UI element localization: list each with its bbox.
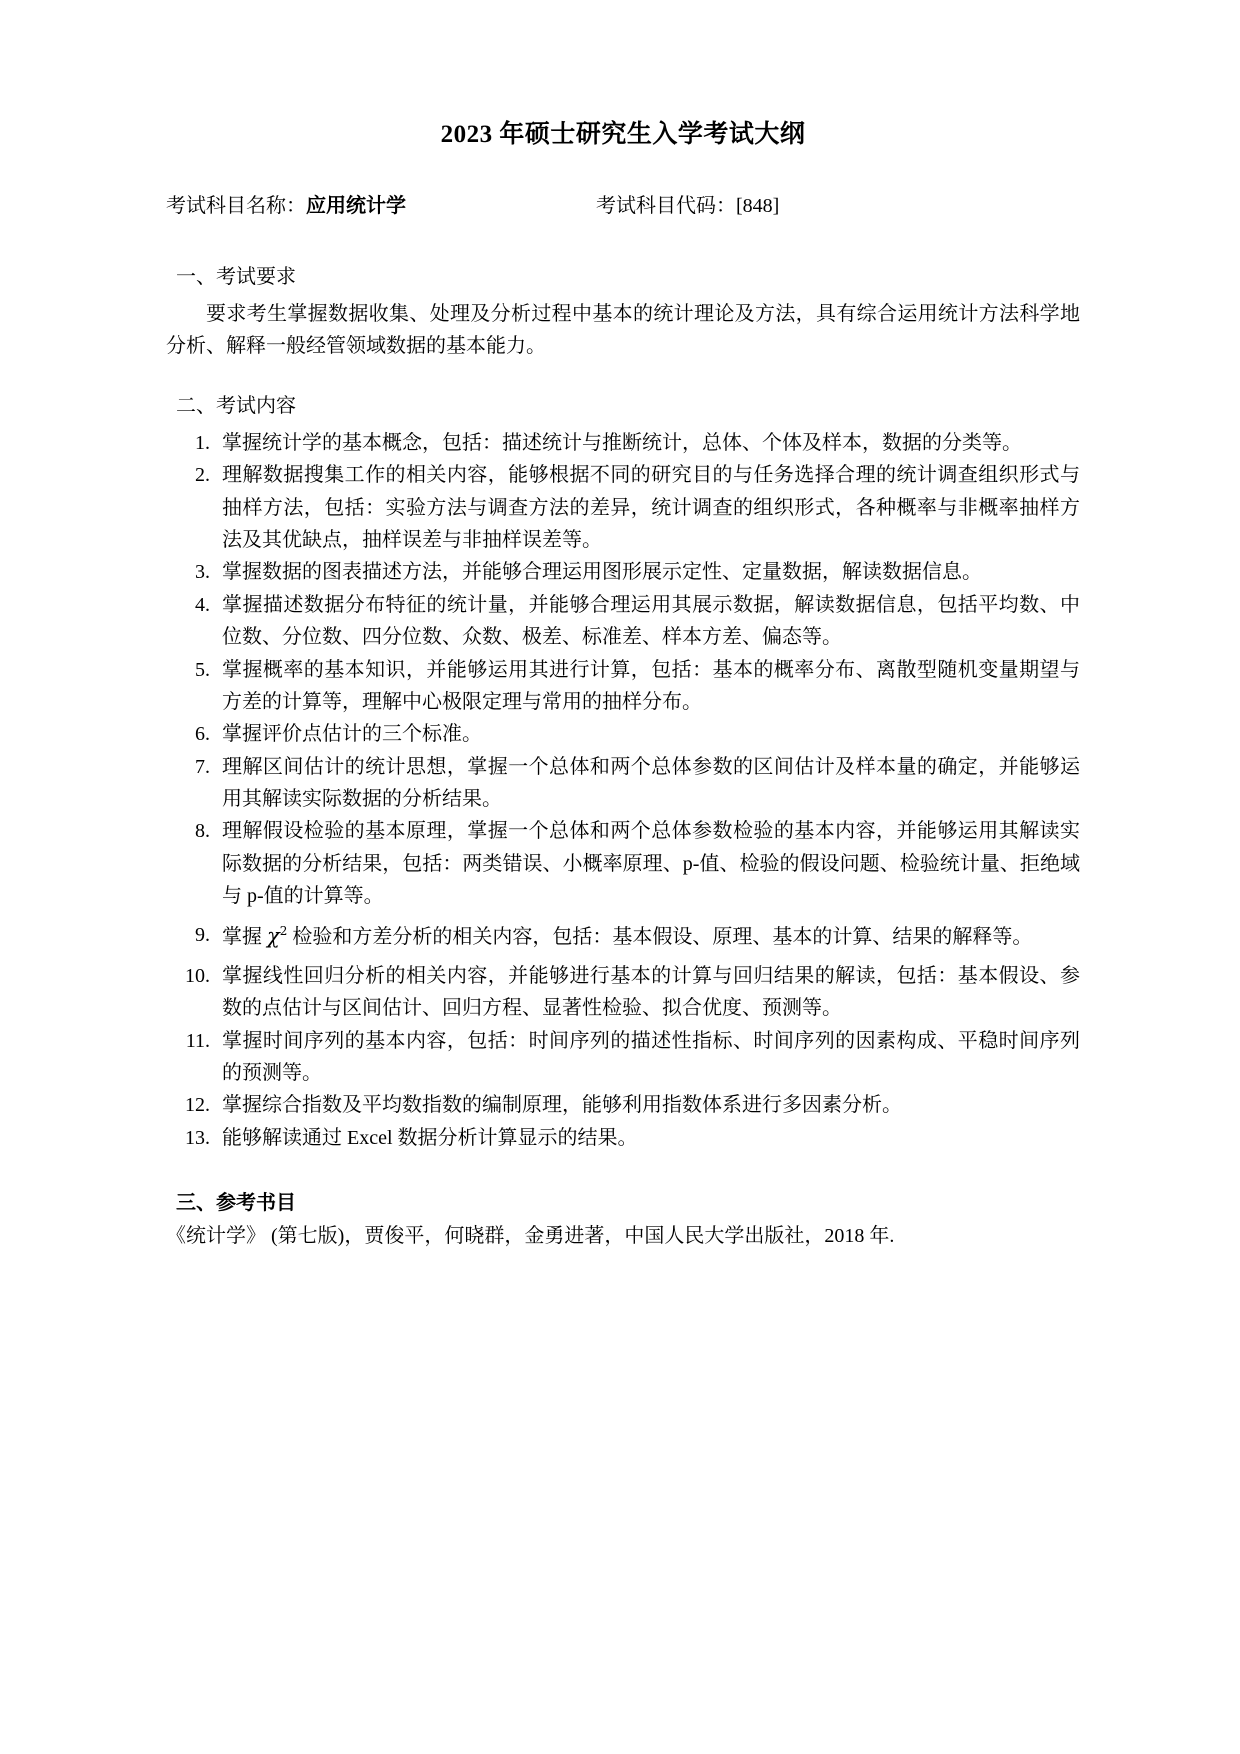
subject-code-label: 考试科目代码： (596, 195, 736, 217)
list-item: 掌握评价点估计的三个标准。 (222, 723, 482, 746)
section-heading-requirements: 一、考试要求 (176, 266, 296, 288)
item9-text-before: 掌握 (222, 925, 267, 948)
subject-code-value: [848] (736, 195, 780, 217)
list-item-chi-square (166, 913, 1080, 960)
list-item: 理解假设检验的基本原理，掌握一个总体和两个总体参数检验的基本内容，并能够运用其解读实际数据的分析结果，包括：两类错误、小概率原理、p-值、检验的假设问题、检验统计量、拒绝域与 p-值的计算等。 (222, 820, 1080, 908)
list-item: 掌握统计学的基本概念，包括：描述统计与推断统计，总体、个体及样本，数据的分类等。 (222, 431, 1022, 454)
subject-name-value: 应用统计学 (306, 195, 406, 217)
reference-entry: 《统计学》 (第七版)，贾俊平，何晓群，金勇进著，中国人民大学出版社，2018 年. (166, 1225, 895, 1248)
list-item: 理解区间估计的统计思想，掌握一个总体和两个总体参数的区间估计及样本量的确定，并能够运用其解读实际数据的分析结果。 (222, 755, 1080, 811)
list-item: 能够解读通过 Excel 数据分析计算显示的结果。 (222, 1126, 638, 1149)
list-item: 掌握描述数据分布特征的统计量，并能够合理运用其展示数据，解读数据信息，包括平均数、中位数、分位数、四分位数、众数、极差、标准差、样本方差、偏态等。 (222, 593, 1080, 649)
item9-text-after: 检验和方差分析的相关内容，包括：基本假设、原理、基本的计算、结果的解释等。 (287, 925, 1033, 948)
chi-square-symbol: $\chi^2$ (267, 923, 288, 948)
list-item: 掌握线性回归分析的相关内容，并能够进行基本的计算与回归结果的解读，包括：基本假设、参数的点估计与区间估计、回归方程、显著性检验、拟合优度、预测等。 (222, 964, 1080, 1020)
subject-name-label: 考试科目名称： (166, 195, 306, 217)
list-item: 掌握综合指数及平均数指数的编制原理，能够利用指数体系进行多因素分析。 (222, 1094, 902, 1117)
subject-code-block (596, 192, 779, 220)
exam-content-list (166, 427, 1080, 1154)
subject-name-block (166, 192, 596, 220)
section-heading-references: 三、参考书目 (176, 1192, 296, 1215)
page-title: 2023 年硕士研究生入学考试大纲 (440, 121, 806, 148)
requirements-paragraph: 要求考生掌握数据收集、处理及分析过程中基本的统计理论及方法，具有综合运用统计方法科学地分析、解释一般经管领域数据的基本能力。 (166, 303, 1080, 358)
list-item: 理解数据搜集工作的相关内容，能够根据不同的研究目的与任务选择合理的统计调查组织形式与抽样方法，包括：实验方法与调查方法的差异，统计调查的组织形式，各种概率与非概率抽样方法及其优缺点，抽样误差与非抽样误差等。 (222, 464, 1080, 551)
list-item: 掌握时间序列的基本内容，包括：时间序列的描述性指标、时间序列的因素构成、平稳时间序列的预测等。 (222, 1029, 1080, 1085)
list-item: 掌握数据的图表描述方法，并能够合理运用图形展示定性、定量数据，解读数据信息。 (222, 561, 982, 584)
list-item: 掌握概率的基本知识，并能够运用其进行计算，包括：基本的概率分布、离散型随机变量期望与方差的计算等，理解中心极限定理与常用的抽样分布。 (222, 658, 1080, 713)
subject-info-row (166, 192, 1080, 220)
section-heading-content: 二、考试内容 (176, 394, 296, 417)
